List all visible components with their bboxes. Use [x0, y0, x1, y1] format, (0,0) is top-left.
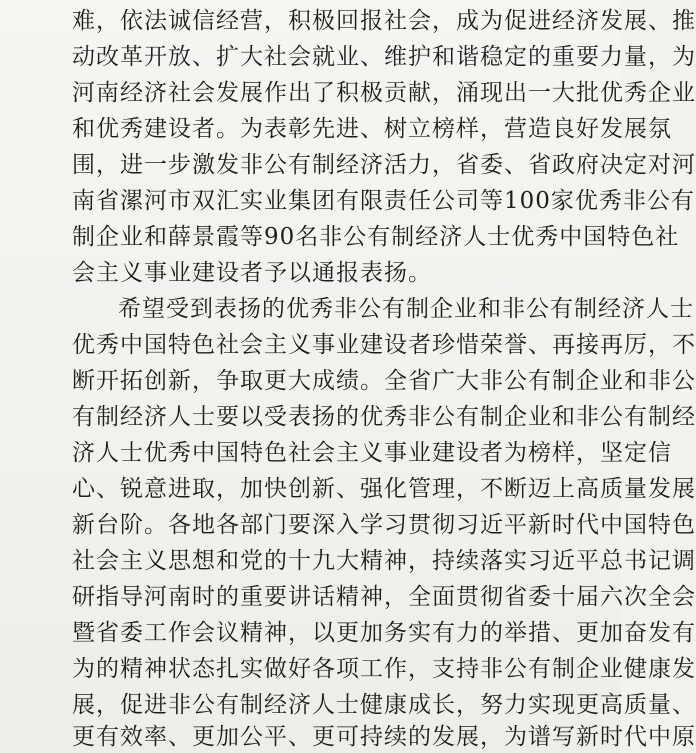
- text-line-18: 暨省委工作会议精神，以更加务实有力的举措、更加奋发有: [72, 620, 696, 646]
- text-line-19: 为的精神状态扎实做好各项工作，支持非公有制企业健康发: [72, 656, 696, 682]
- text-line-16: 社会主义思想和党的十九大精神，持续落实习近平总书记调: [72, 548, 696, 574]
- text-line-15: 新台阶。各地各部门要深入学习贯彻习近平新时代中国特色: [72, 512, 696, 538]
- paragraph-2-first-line: 希望受到表扬的优秀非公有制企业和非公有制经济人士: [118, 296, 694, 322]
- text-line-17: 研指导河南时的重要讲话精神，全面贯彻省委十届六次全会: [72, 584, 696, 610]
- text-line-20: 展，促进非公有制经济人士健康成长，努力实现更高质量、: [72, 692, 696, 718]
- text-line-3: 河南经济社会发展作出了积极贡献，涌现出一大批优秀企业: [72, 80, 696, 106]
- text-line-21: 更有效率、更加公平、更可持续的发展，为谱写新时代中原: [72, 724, 696, 750]
- text-line-6: 南省漯河市双汇实业集团有限责任公司等100家优秀非公有: [72, 188, 695, 214]
- text-line-5: 围，进一步激发非公有制经济活力，省委、省政府决定对河: [72, 152, 696, 178]
- text-line-14: 心、锐意进取，加快创新、强化管理，不断迈上高质量发展: [72, 476, 696, 502]
- text-line-4: 和优秀建设者。为表彰先进、树立榜样，营造良好发展氛: [72, 116, 672, 142]
- text-line-7: 制企业和薛景霞等90名非公有制经济人士优秀中国特色社: [72, 224, 680, 250]
- text-line-1: 难，依法诚信经营，积极回报社会，成为促进经济发展、推: [72, 8, 696, 34]
- text-line-11: 断开拓创新，争取更大成绩。全省广大非公有制企业和非公: [72, 368, 696, 394]
- text-line-10: 优秀中国特色社会主义事业建设者珍惜荣誉、再接再厉，不: [72, 332, 696, 358]
- text-line-2: 动改革开放、扩大社会就业、维护和谐稳定的重要力量，为: [72, 44, 696, 70]
- text-line-8: 会主义事业建设者予以通报表扬。: [72, 260, 432, 286]
- text-line-12: 有制经济人士要以受表扬的优秀非公有制企业和非公有制经: [72, 404, 696, 430]
- text-line-13: 济人士优秀中国特色社会主义事业建设者为榜样，坚定信: [72, 440, 672, 466]
